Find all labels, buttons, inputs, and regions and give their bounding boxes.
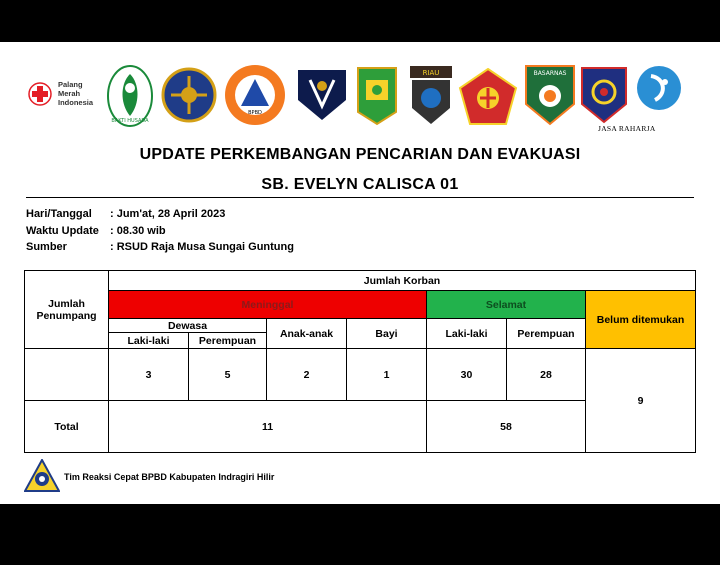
value-belum-ditemukan: 9 [586,349,696,453]
page-title: UPDATE PERKEMBANGAN PENCARIAN DAN EVAKUASI [139,146,581,163]
value-selamat-perempuan: 28 [507,349,586,401]
header-dewasa-perempuan: Perempuan [189,333,267,349]
pelni-icon [580,66,628,124]
riau-icon [356,66,398,126]
polda-riau-icon [408,64,454,126]
bnpb-icon [224,64,286,126]
meta-row-source [26,239,294,256]
svg-text:BASARNAS: BASARNAS [533,70,567,77]
basarnas-icon [524,64,576,126]
palang-merah-icon [28,82,52,106]
value-meninggal-bayi: 1 [347,349,427,401]
header-jumlah-korban: Jumlah Korban [109,271,696,291]
total-selamat: 58 [427,401,586,453]
header-dewasa-laki: Laki-laki [109,333,189,349]
value-meninggal-anak: 2 [267,349,347,401]
meta-key: Waktu Update [26,224,99,237]
header-meninggal: Meninggal [109,291,427,319]
value-meninggal-dewasa-laki: 3 [109,349,189,401]
header-belum-ditemukan: Belum ditemukan [586,291,696,349]
pmi-label: Palang Merah Indonesia [58,80,94,107]
total-meninggal: 11 [109,401,427,453]
meta-value: : RSUD Raja Musa Sungai Guntung [110,241,294,253]
tni-al-icon [294,66,350,122]
meta-value: : 08.30 wib [110,224,166,237]
header-selamat-perempuan: Perempuan [507,319,586,349]
total-label: Total [25,401,109,453]
header-selamat: Selamat [427,291,586,319]
jasa-raharja-icon [635,64,683,112]
svg-text:RIAU: RIAU [422,69,440,77]
penumpang-cell [25,349,109,401]
logo-strip [28,62,698,130]
perhubungan-icon [161,62,217,128]
page-subtitle: SB. EVELYN CALISCA 01 [261,176,459,193]
bpbd-emblem-icon [24,459,60,493]
svg-text:BAKTI HUSADA: BAKTI HUSADA [111,118,149,124]
meta-info [26,206,294,256]
meta-row-date [26,206,294,223]
victim-table [24,270,696,453]
report-sheet [0,42,720,504]
meta-row-time [26,223,294,240]
value-meninggal-dewasa-perempuan: 5 [189,349,267,401]
header-anak-anak: Anak-anak [267,319,347,349]
header-selamat-laki: Laki-laki [427,319,507,349]
jasa-raharja-label: JASA RAHARJA [598,124,656,133]
header-jumlah-penumpang: Jumlah Penumpang [25,271,109,349]
tni-icon [458,68,518,126]
header-dewasa: Dewasa [109,319,267,333]
meta-key: Sumber [26,241,67,253]
svg-text:BPBD: BPBD [248,110,262,116]
divider [26,197,694,198]
footer-caption: Tim Reaksi Cepat BPBD Kabupaten Indragiri Hilir [64,472,275,482]
meta-value: : Jum'at, 28 April 2023 [110,208,226,220]
value-selamat-laki: 30 [427,349,507,401]
bakti-husada-icon [106,64,154,128]
meta-key: Hari/Tanggal [26,208,92,220]
header-bayi: Bayi [347,319,427,349]
